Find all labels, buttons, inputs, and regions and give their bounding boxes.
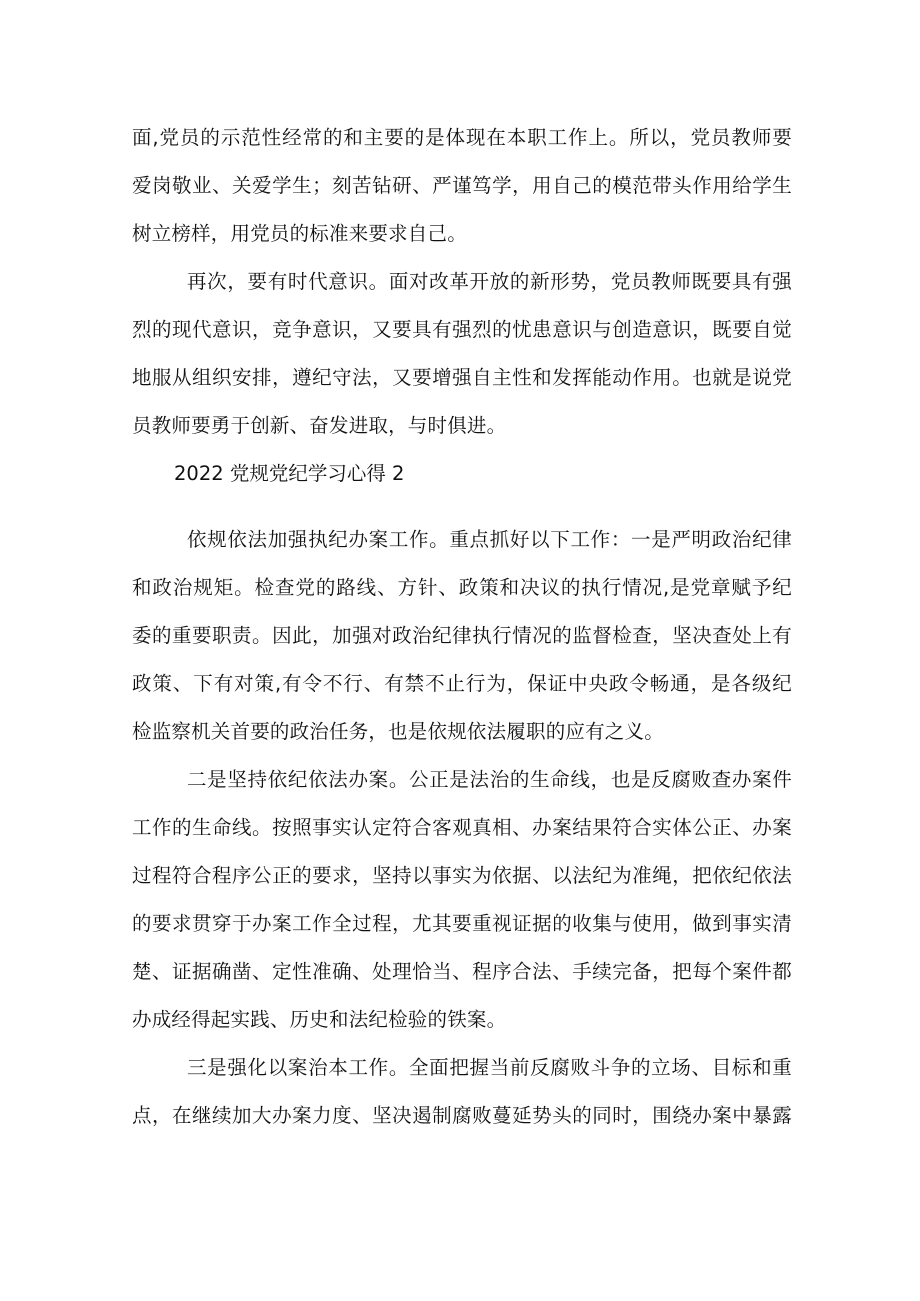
- text-line: 地服从组织安排，遵纪守法，又要增强自主性和发挥能动作用。也就是说党: [132, 366, 792, 389]
- paragraph-discipline-cases: [132, 516, 792, 756]
- paragraph-lawful-cases: [132, 756, 792, 1044]
- text-line: 办成经得起实践、历史和法纪检验的铁案。: [132, 1008, 507, 1031]
- paragraph-time-awareness: [132, 258, 792, 450]
- document-body: [132, 114, 792, 1140]
- text-line: 烈的现代意识，竞争意识，又要具有强烈的忧患意识与创造意识，既要自觉: [132, 318, 792, 341]
- text-line: 爱岗敬业、关爱学生；刻苦钻研、严谨笃学，用自己的模范带头作用给学生: [132, 174, 792, 197]
- text-line: 楚、证据确凿、定性准确、处理恰当、程序合法、手续完备，把每个案件都: [132, 960, 792, 983]
- text-line: 过程符合程序公正的要求，坚持以事实为依据、以法纪为准绳，把依纪依法: [132, 864, 792, 887]
- text-line: 三是强化以案治本工作。全面把握当前反腐败斗争的立场、目标和重: [187, 1056, 792, 1079]
- section-heading: 2022 党规党纪学习心得 2: [174, 462, 405, 485]
- text-line: 树立榜样，用党员的标准来要求自己。: [132, 222, 467, 245]
- text-line: 二是坚持依纪依法办案。公正是法治的生命线，也是反腐败查办案件: [187, 768, 792, 791]
- paragraph-root-cause: [132, 1044, 792, 1140]
- text-line: 检监察机关首要的政治任务，也是依规依法履职的应有之义。: [132, 720, 664, 743]
- text-line: 和政治规矩。检查党的路线、方针、政策和决议的执行情况,是党章赋予纪: [132, 576, 792, 599]
- spacer: [132, 498, 792, 516]
- text-line: 委的重要职责。因此，加强对政治纪律执行情况的监督检查，坚决查处上有: [132, 624, 792, 647]
- text-line: 的要求贯穿于办案工作全过程，尤其要重视证据的收集与使用，做到事实清: [132, 912, 792, 935]
- text-line: 工作的生命线。按照事实认定符合客观真相、办案结果符合实体公正、办案: [132, 816, 792, 839]
- text-line: 面,党员的示范性经常的和主要的是体现在本职工作上。所以，党员教师要: [132, 126, 792, 149]
- text-line: 再次，要有时代意识。面对改革开放的新形势，党员教师既要具有强: [187, 270, 792, 293]
- text-line: 员教师要勇于创新、奋发进取，与时俱进。: [132, 414, 507, 437]
- text-line: 政策、下有对策,有令不行、有禁不止行为，保证中央政令畅通，是各级纪: [132, 672, 792, 695]
- text-line: 点，在继续加大办案力度、坚决遏制腐败蔓延势头的同时，围绕办案中暴露: [132, 1104, 792, 1127]
- paragraph-continuation: [132, 114, 792, 258]
- text-line: 依规依法加强执纪办案工作。重点抓好以下工作：一是严明政治纪律: [187, 528, 792, 551]
